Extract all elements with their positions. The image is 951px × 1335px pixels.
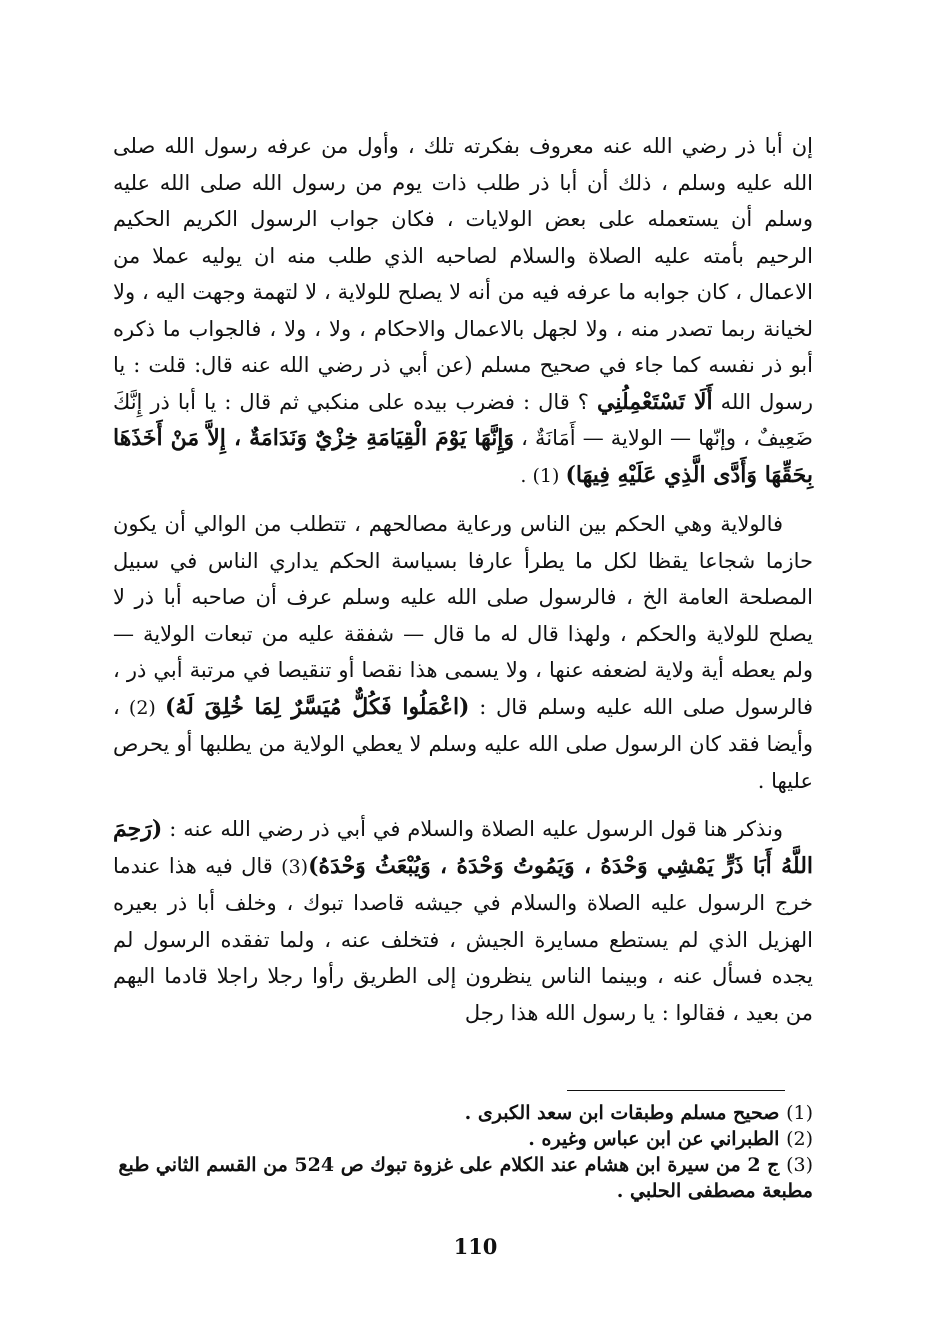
footnotes <box>113 1100 813 1204</box>
page-number: 110 <box>453 1234 498 1259</box>
footnote-3 <box>113 1152 813 1204</box>
paragraph-1-text-before: إن أبا ذر رضي الله عنه معروف بفكرته تلك ، وأول من عرفه رسول الله صلى الله عليه وسلم ، ذلك أن أبا ذر طلب ذات يوم من رسول الله صلى الله عليه وسلم أن يستعمله على بعض الولايات ، فكان جواب الرسول الكريم الحكيم الرحيم بأمته عليه الصلاة والسلام لصاحبه الذي طلب منه ان يوليه عملا من الاعمال ، كان جوابه ما عرفه فيه من أنه لا يصلح للولاية ، لا لتهمة وجهت اليه ، ولا لخيانة ربما تصدر منه ، ولا لجهل بالاعمال والاحكام ، ولا ، ولا ، فالجواب ما ذكره أبو ذر نفسه كما جاء في صحيح مسلم (عن أبي ذر رضي الله عنه قال: قلت : يا رسول الله <box>113 134 813 414</box>
footnote-1-number: (1) <box>786 1102 813 1124</box>
footnote-1-text: صحيح مسلم وطبقات ابن سعد الكبرى . <box>464 1102 780 1124</box>
footnote-1 <box>113 1100 813 1126</box>
footnote-ref-3: (3) <box>281 855 309 878</box>
paragraph-3-text-before: ونذكر هنا قول الرسول عليه الصلاة والسلام في أبي ذر رضي الله عنه : <box>162 817 783 841</box>
paragraph-1 <box>113 128 813 494</box>
footnote-2-text: الطبراني عن ابن عباس وغيره . <box>528 1128 780 1150</box>
footnote-separator <box>567 1090 785 1091</box>
footnote-3-number: (3) <box>786 1154 813 1176</box>
hadith-quote-1a: أَلَا تَسْتَعْمِلُنِي <box>596 388 713 415</box>
main-text <box>113 128 813 1043</box>
hadith-quote-1b: وَإِنَّهَا يَوْمَ الْقِيَامَةِ خِزْيٌ وَنَدَامَةٌ ، إِلاَّ مَنْ أَخَذَهَا بِحَقِّهَا وَأَدَّى الَّذِي عَلَيْهِ فِيهَا) <box>113 425 813 488</box>
paragraph-2-text-before: فالولاية وهي الحكم بين الناس ورعاية مصالحهم ، تتطلب من الوالي أن يكون حازما شجاعا يقظا لكل ما يطرأ عارفا بسياسة الحكم يداري الناس في سبيل المصلحة العامة الخ ، فالرسول صلى الله عليه وسلم عرف أن صاحبه أبا ذر لا يصلح للولاية والحكم ، ولهذا قال له ما قال — شفقة عليه من تبعات الولاية — ولم يعطه أية ولاية لضعفه عنها ، ولا يسمى هذا نقصا أو تنقيصا في مرتبة أبي ذر ، فالرسول صلى الله عليه وسلم قال : <box>113 512 814 719</box>
hadith-quote-2: (اعْمَلُوا فَكُلٌّ مُيَسَّرٌ لِمَا خُلِقَ لَهُ) <box>164 693 470 720</box>
footnote-3-text: ج 2 من سيرة ابن هشام عند الكلام على غزوة تبوك ص 524 من القسم الثاني طبع مطبعة مصطفى الحلبي . <box>118 1154 813 1202</box>
hadith-quote-3: (رَحِمَ اللَّهُ أَبَا ذَرٍّ يَمْشِي وَحْدَهُ ، وَيَمُوتُ وَحْدَهُ ، وَيُبْعَثُ وَحْدَهُ) <box>113 816 814 879</box>
paragraph-2 <box>113 506 813 799</box>
paragraph-2-text-after: ، وأيضا فقد كان الرسول صلى الله عليه وسلم لا يعطي الولاية من يطلبها أو يحرص عليها . <box>113 694 813 793</box>
footnote-2 <box>113 1126 813 1152</box>
paragraph-3-text-after: قال فيه هذا عندما خرج الرسول عليه الصلاة والسلام في جيشه قاصدا تبوك ، وخلف أبا ذر بعيره الهزيل الذي لم يستطع مسايرة الجيش ، فتخلف عنه ، ولما تفقده الرسول لم يجده فسأل عنه ، وبينما الناس ينظرون إلى الطريق رأوا رجلا راجلا قادما اليهم من بعيد ، فقالوا : يا رسول الله هذا رجل <box>113 853 813 1025</box>
footnote-ref-2: (2) <box>119 696 165 719</box>
footnote-ref-1: (1) . <box>520 464 566 487</box>
paragraph-1-text-middle: ؟ قال : فضرب بيده على منكبي ثم قال : يا أبا ذر إِنَّكَ ضَعِيفٌ ، وإنّها — الولاية — أَمَانَةٌ ، <box>113 389 813 450</box>
footnote-2-number: (2) <box>786 1128 813 1150</box>
paragraph-3 <box>113 811 813 1031</box>
